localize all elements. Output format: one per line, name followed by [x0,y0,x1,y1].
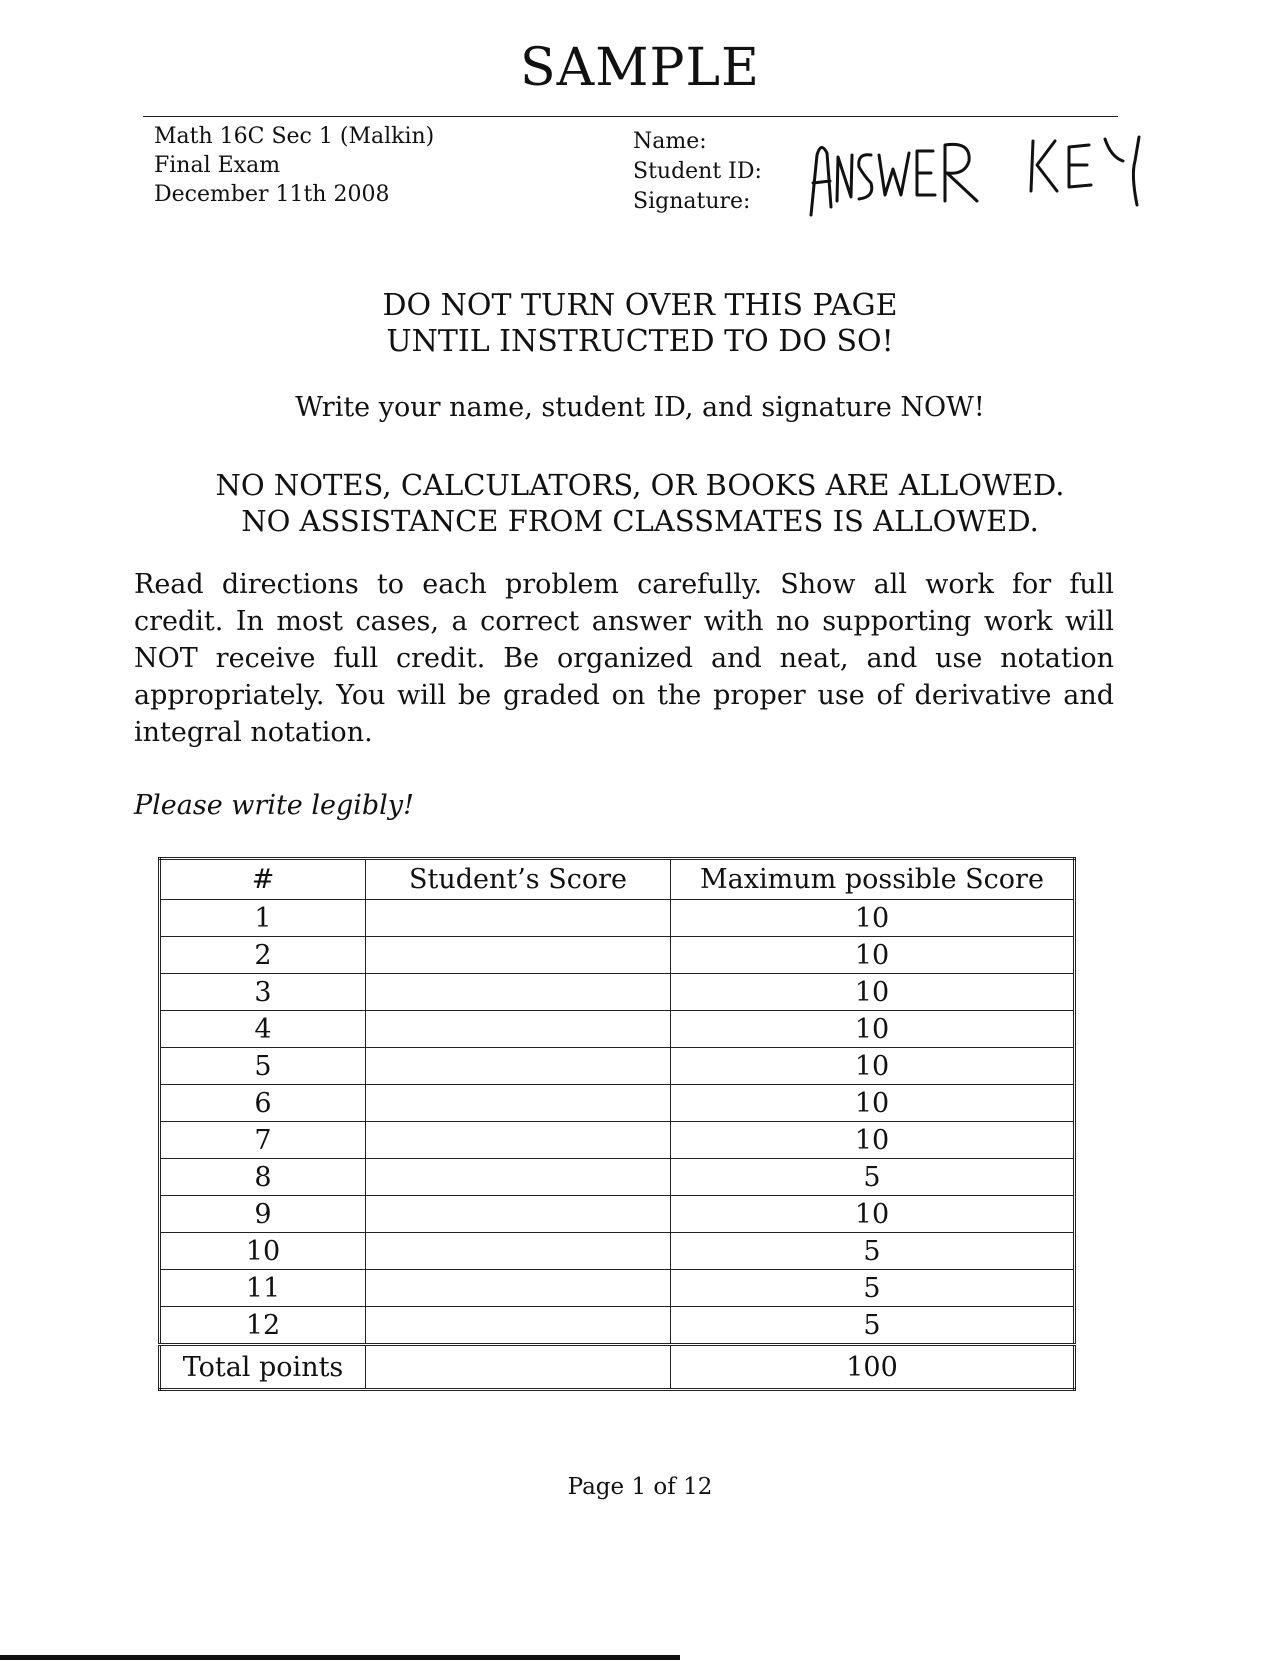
table-row [160,974,1075,1011]
table-row [160,1085,1075,1122]
problem-number: 3 [160,974,366,1011]
problem-number: 5 [160,1048,366,1085]
max-score: 5 [671,1159,1075,1196]
table-row [160,1270,1075,1307]
header-student-score: Student’s Score [366,859,671,900]
max-score: 10 [671,1085,1075,1122]
rules-block [0,467,1280,539]
problem-number: 9 [160,1196,366,1233]
max-score: 5 [671,1307,1075,1345]
answer-key-handwriting [805,135,1145,225]
table-row [160,1196,1075,1233]
max-score: 10 [671,1196,1075,1233]
table-row [160,1159,1075,1196]
exam-date: December 11th 2008 [154,182,390,207]
warning-block [0,288,1280,360]
problem-number: 10 [160,1233,366,1270]
directions-paragraph: Read directions to each problem carefully. Show all work for full credit. In most cases, a correct answer with no supporting work will NOT receive full credit. Be organized and neat, and use notation appropriately. You will be graded on the proper use of derivative and integral notation. [134,569,1114,748]
header-number: # [160,859,366,900]
table-row [160,937,1075,974]
problem-number: 12 [160,1307,366,1345]
student-score-cell[interactable] [366,1011,671,1048]
problem-number: 7 [160,1122,366,1159]
page-number: Page 1 of 12 [567,1474,713,1500]
page-title: SAMPLE [520,38,760,98]
total-max-score: 100 [671,1345,1075,1390]
header-max-score: Maximum possible Score [671,859,1075,900]
table-row [160,1011,1075,1048]
warning-line-2: UNTIL INSTRUCTED TO DO SO! [386,324,894,359]
problem-number: 4 [160,1011,366,1048]
problem-number: 2 [160,937,366,974]
table-row [160,900,1075,937]
student-score-cell[interactable] [366,1233,671,1270]
total-label: Total points [160,1345,366,1390]
student-score-cell[interactable] [366,1270,671,1307]
student-score-cell[interactable] [366,1048,671,1085]
signature-label: Signature: [633,189,751,214]
table-header-row [160,859,1075,900]
table-row [160,1048,1075,1085]
student-score-cell[interactable] [366,900,671,937]
problem-number: 8 [160,1159,366,1196]
table-row [160,1307,1075,1345]
max-score: 10 [671,900,1075,937]
name-label: Name: [633,129,707,154]
total-row [160,1345,1075,1390]
legibility-note: Please write legibly! [134,790,414,821]
header-divider [143,116,1118,117]
max-score: 10 [671,1048,1075,1085]
warning-line-1: DO NOT TURN OVER THIS PAGE [382,288,898,323]
problem-number: 1 [160,900,366,937]
scan-edge-bar [0,1655,680,1660]
max-score: 10 [671,974,1075,1011]
max-score: 10 [671,1122,1075,1159]
exam-name: Final Exam [154,153,281,178]
table-row [160,1233,1075,1270]
total-student-score-cell[interactable] [366,1345,671,1390]
rules-line-2: NO ASSISTANCE FROM CLASSMATES IS ALLOWED. [241,504,1039,538]
write-now-instruction: Write your name, student ID, and signature NOW! [295,392,985,423]
score-table [158,857,1076,1391]
max-score: 5 [671,1233,1075,1270]
student-score-cell[interactable] [366,1122,671,1159]
problem-number: 6 [160,1085,366,1122]
max-score: 10 [671,937,1075,974]
course-name: Math 16C Sec 1 (Malkin) [154,124,435,149]
student-score-cell[interactable] [366,1307,671,1345]
student-score-cell[interactable] [366,1196,671,1233]
student-score-cell[interactable] [366,1159,671,1196]
problem-number: 11 [160,1270,366,1307]
student-score-cell[interactable] [366,974,671,1011]
student-id-label: Student ID: [633,159,762,184]
rules-line-1: NO NOTES, CALCULATORS, OR BOOKS ARE ALLOWED. [215,468,1065,502]
student-score-cell[interactable] [366,1085,671,1122]
max-score: 5 [671,1270,1075,1307]
table-row [160,1122,1075,1159]
student-score-cell[interactable] [366,937,671,974]
student-fields [633,127,762,217]
course-info [154,122,434,209]
max-score: 10 [671,1011,1075,1048]
